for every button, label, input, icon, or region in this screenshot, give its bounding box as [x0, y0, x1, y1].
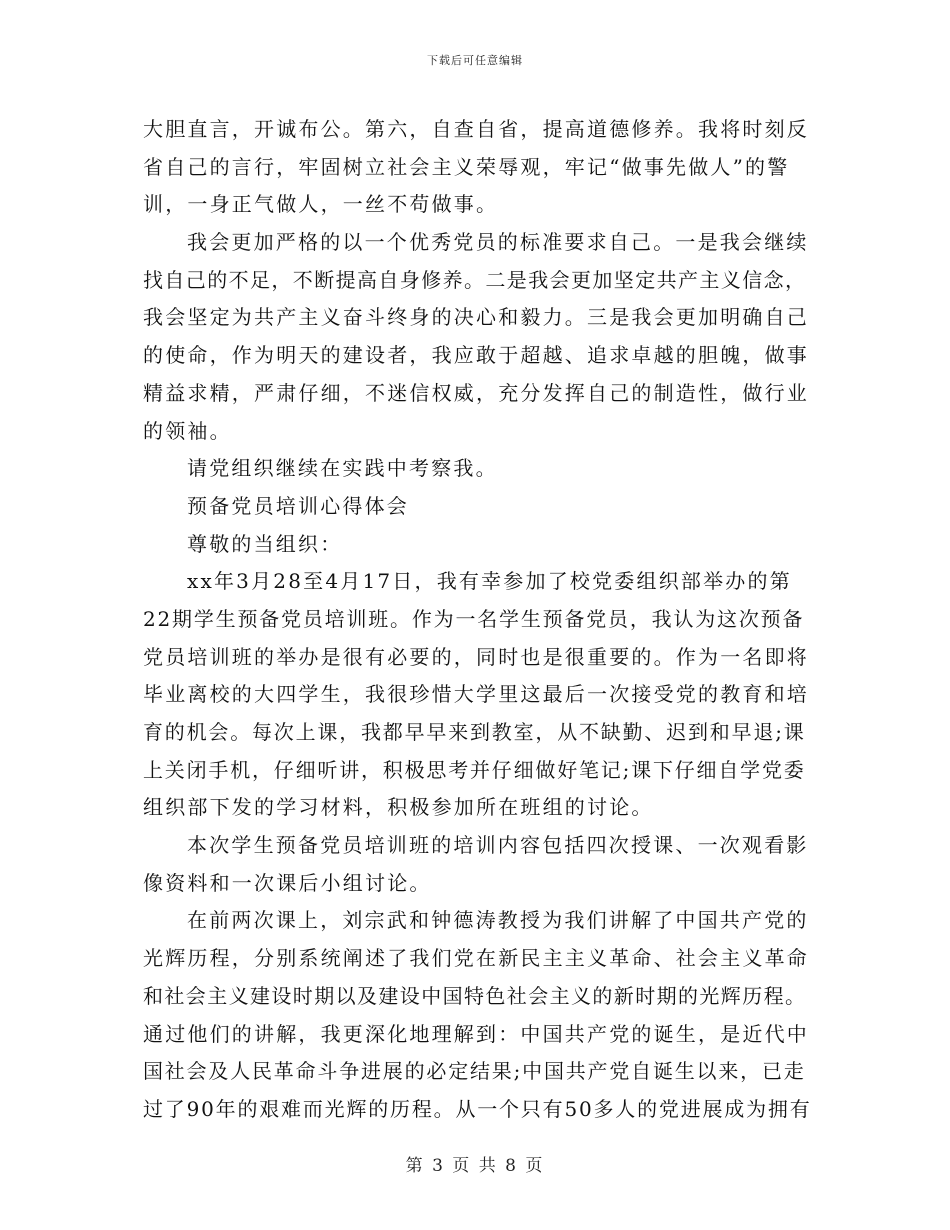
text-line: 在前两次课上，刘宗武和钟德涛教授为我们讲解了中国共产党的	[187, 908, 809, 933]
text-line: 的使命，作为明天的建设者，我应敢于超越、追求卓越的胆魄，做事	[143, 343, 809, 368]
text-line: 光辉历程，分别系统阐述了我们党在新民主主义革命、社会主义革命	[143, 946, 809, 971]
paragraph	[143, 563, 813, 827]
text-line: 预备党员培训心得体会	[187, 493, 409, 518]
salutation	[143, 526, 813, 564]
text-line: 过了90年的艰难而光辉的历程。从一个只有50多人的党进展成为拥有	[143, 1096, 812, 1121]
text-line: 精益求精，严肃仔细，不迷信权威，充分发挥自己的制造性，做行业	[143, 380, 809, 405]
text-line: 尊敬的当组织：	[187, 531, 343, 556]
text-line: 和社会主义建设时期以及建设中国特色社会主义的新时期的光辉历程。	[143, 983, 807, 1008]
document-body	[143, 111, 813, 1129]
paragraph	[143, 827, 813, 902]
text-line: 通过他们的讲解，我更深化地理解到：中国共产党的诞生，是近代中	[143, 1021, 809, 1046]
text-line: 训，一身正气做人，一丝不苟做事。	[143, 192, 499, 217]
text-line: 请党组织继续在实践中考察我。	[187, 456, 498, 481]
paragraph	[143, 450, 813, 488]
text-line: 我会坚定为共产主义奋斗终身的决心和毅力。三是我会更加明确自己	[143, 305, 809, 330]
text-line: 毕业离校的大四学生，我很珍惜大学里这最后一次接受党的教育和培	[143, 682, 809, 707]
text-line: 省自己的言行，牢固树立社会主义荣辱观，牢记“做事先做人”的警	[143, 154, 790, 179]
paragraph	[143, 111, 813, 224]
text-line: 像资料和一次课后小组讨论。	[143, 870, 432, 895]
text-line: 国社会及人民革命斗争进展的必定结果;中国共产党自诞生以来，已走	[143, 1059, 806, 1084]
page-header: 下载后可任意编辑	[427, 54, 523, 67]
text-line: 22期学生预备党员培训班。作为一名学生预备党员，我认为这次预备	[143, 606, 805, 631]
paragraph	[143, 902, 813, 1128]
text-line: 大胆直言，开诚布公。第六，自查自省，提高道德修养。我将时刻反	[143, 117, 809, 141]
text-line: 上关闭手机，仔细听讲，积极思考并仔细做好笔记;课下仔细自学党委	[143, 757, 806, 782]
text-line: 育的机会。每次上课，我都早早来到教室，从不缺勤、迟到和早退;课	[143, 720, 806, 744]
paragraph	[143, 224, 813, 450]
text-line: 本次学生预备党员培训班的培训内容包括四次授课、一次观看影	[187, 833, 809, 858]
text-line: 找自己的不足，不断提高自身修养。二是我会更加坚定共产主义信念，	[143, 267, 807, 292]
text-line: 党员培训班的举办是很有必要的，同时也是很重要的。作为一名即将	[143, 644, 809, 669]
text-line: 我会更加严格的以一个优秀党员的标准要求自己。一是我会继续	[187, 230, 809, 255]
page-number-footer: 第 3 页 共 8 页	[405, 1156, 545, 1176]
text-line: xx年3月28至4月17日，我有幸参加了校党委组织部举办的第	[187, 569, 792, 594]
section-title	[143, 488, 813, 526]
text-line: 组织部下发的学习材料，积极参加所在班组的讨论。	[143, 795, 654, 820]
text-line: 的领袖。	[143, 418, 232, 443]
